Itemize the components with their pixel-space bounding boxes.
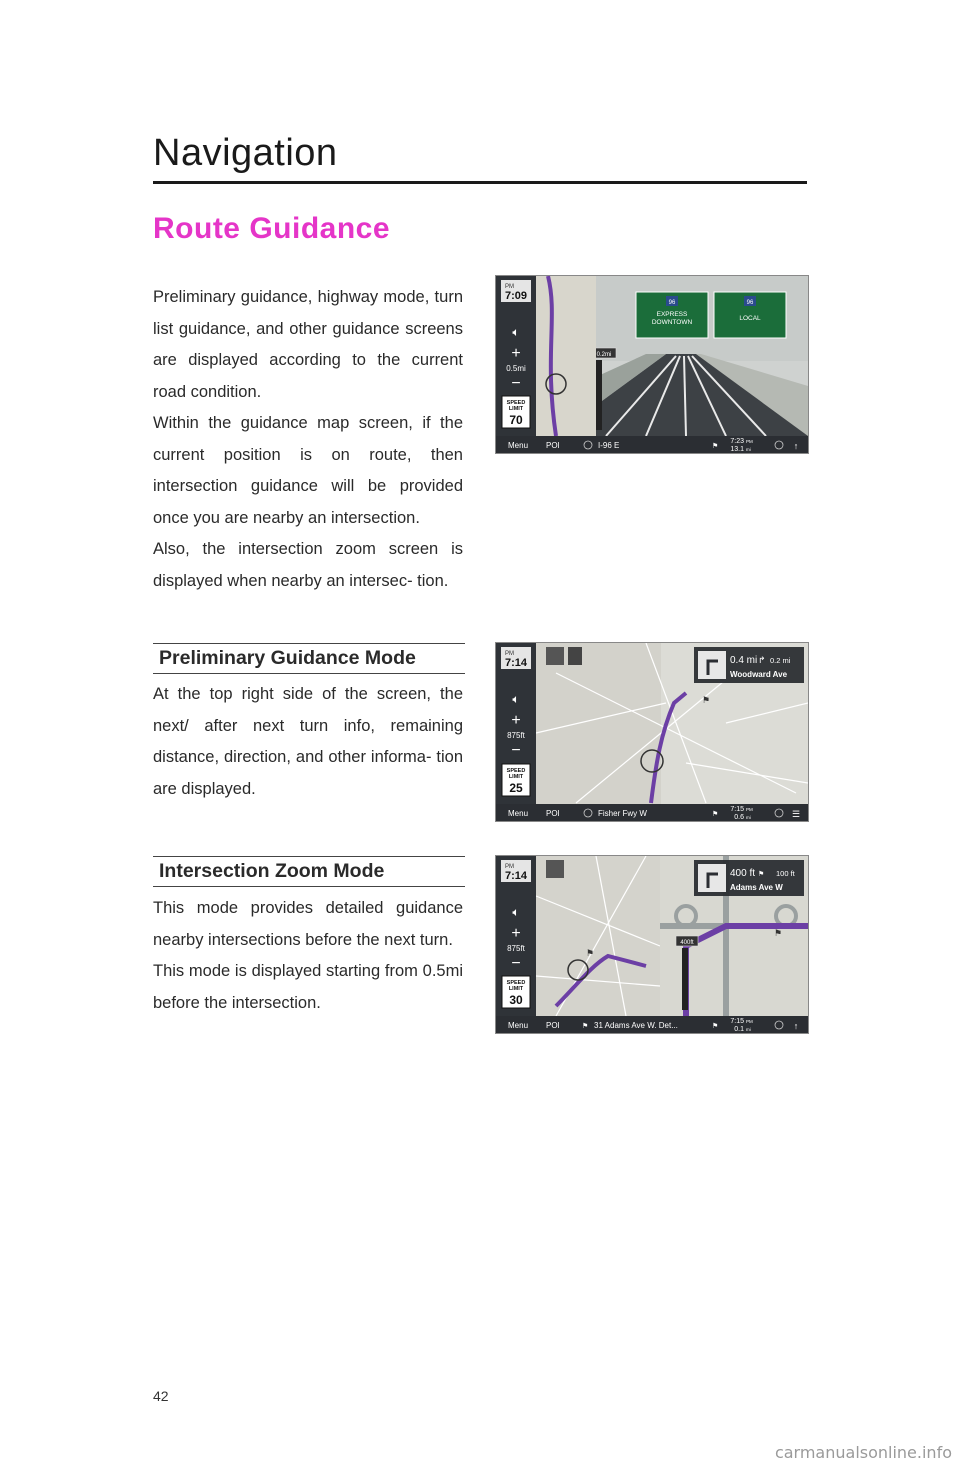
- speed-limit-label-2: LIMIT: [508, 406, 524, 412]
- intro-text: [153, 282, 463, 597]
- eta-ampm: PM: [746, 807, 753, 812]
- menu-button[interactable]: Menu: [508, 441, 529, 450]
- zoom-out-icon[interactable]: −: [511, 742, 521, 759]
- heading-rule-bottom: [153, 673, 465, 674]
- after-turn-distance: 100 ft: [776, 869, 795, 878]
- sign-left-line-2: DOWNTOWN: [651, 319, 693, 326]
- speed-limit-label-1: SPEED: [506, 400, 526, 406]
- clock-time: 7:14: [504, 657, 528, 669]
- zoom-out-icon[interactable]: −: [511, 955, 521, 972]
- chapter-divider: [153, 181, 807, 184]
- speed-limit-label-1: SPEED: [506, 768, 526, 774]
- direction-arrow-icon: ↑: [793, 441, 799, 451]
- poi-button[interactable]: POI: [546, 1021, 560, 1030]
- clock-ampm: PM: [505, 284, 514, 290]
- clock-ampm: PM: [505, 864, 514, 870]
- current-road: I-96 E: [598, 441, 620, 450]
- zoom-in-icon[interactable]: +: [511, 712, 521, 729]
- after-turn-distance: 0.2 mi: [770, 656, 791, 665]
- eta-unit: mi: [746, 1027, 751, 1032]
- poi-button[interactable]: POI: [546, 809, 560, 818]
- destination-flag-icon: ⚑: [582, 1023, 589, 1030]
- intersection-heading: Intersection Zoom Mode: [159, 860, 385, 882]
- eta-distance: 0.6: [734, 814, 744, 821]
- intersection-body-1: This mode provides detailed guidance nearby intersections before the next turn.: [153, 899, 463, 949]
- next-turn-distance: 400 ft: [730, 868, 756, 879]
- zoom-in-icon[interactable]: +: [511, 925, 521, 942]
- chapter-title: Navigation: [153, 132, 338, 174]
- preliminary-heading-block: [153, 643, 465, 673]
- direction-arrow-icon: ↑: [793, 1021, 799, 1031]
- clock-time: 7:09: [504, 290, 528, 302]
- destination-flag-icon: ⚑: [712, 811, 719, 818]
- list-icon[interactable]: ☰: [791, 809, 801, 819]
- intersection-body-2: This mode is displayed starting from 0.5mi before the intersection.: [153, 962, 463, 1012]
- intersection-zoom-screenshot: [495, 855, 809, 1034]
- next-street: Woodward Ave: [730, 670, 788, 679]
- eta-distance: 0.1: [734, 1026, 744, 1033]
- sign-right-route: 96: [746, 300, 754, 306]
- eta-time: 7:23: [730, 438, 744, 445]
- intersection-text: [153, 893, 463, 1019]
- highway-guidance-screenshot: [495, 275, 809, 454]
- eta-time: 7:15: [730, 806, 744, 813]
- eta-ampm: PM: [746, 1019, 753, 1024]
- current-road: Fisher Fwy W: [598, 809, 647, 818]
- eta-distance: 13.1: [730, 446, 744, 453]
- intro-paragraph-1: Preliminary guidance, highway mode, turn list guidance, and other guidance screens are displayed according to the current road condition.: [153, 288, 463, 401]
- sign-left-line-1: EXPRESS: [656, 311, 688, 318]
- heading-rule-bottom: [153, 886, 465, 887]
- preliminary-heading: Preliminary Guidance Mode: [159, 647, 416, 669]
- speed-limit-value: 30: [509, 993, 523, 1007]
- watermark: carmanualsonline.info: [774, 1443, 952, 1462]
- zoom-out-icon[interactable]: −: [511, 375, 521, 392]
- clock-time: 7:14: [504, 870, 528, 882]
- destination-flag-icon: ⚑: [712, 1023, 719, 1030]
- eta-ampm: PM: [746, 439, 753, 444]
- menu-button[interactable]: Menu: [508, 809, 529, 818]
- heading-rule-top: [153, 643, 465, 644]
- volume-icon[interactable]: 🔈︎: [512, 905, 520, 919]
- next-street: Adams Ave W: [730, 883, 783, 892]
- map-scale: 875ft: [507, 944, 525, 953]
- map-scale: 0.5mi: [506, 364, 526, 373]
- volume-icon[interactable]: 🔈︎: [512, 692, 520, 706]
- intro-paragraph-2: Within the guidance map screen, if the current position is on route, then intersection guidance will be provided once you are nearby an intersection.: [153, 414, 463, 527]
- clock-ampm: PM: [505, 651, 514, 657]
- preliminary-text: [153, 679, 463, 805]
- intersection-heading-block: [153, 856, 465, 886]
- speed-limit-label-2: LIMIT: [508, 986, 524, 992]
- menu-button[interactable]: Menu: [508, 1021, 529, 1030]
- eta-unit: mi: [746, 447, 751, 452]
- section-title: Route Guidance: [153, 212, 391, 245]
- after-turn-icon: ↱: [758, 655, 766, 665]
- destination-address: 31 Adams Ave W. Det...: [594, 1021, 678, 1030]
- distance-marker: 400ft: [680, 940, 694, 946]
- eta-time: 7:15: [730, 1018, 744, 1025]
- destination-flag-icon: ⚑: [586, 948, 595, 958]
- next-turn-distance: 0.4 mi: [730, 655, 758, 666]
- intro-paragraph-3: Also, the intersection zoom screen is displayed when nearby an intersec- tion.: [153, 540, 463, 590]
- speed-limit-value: 70: [509, 413, 523, 427]
- preliminary-guidance-screenshot: [495, 642, 809, 822]
- poi-button[interactable]: POI: [546, 441, 560, 450]
- destination-flag-icon: ⚑: [774, 928, 783, 938]
- after-turn-flag-icon: ⚑: [758, 871, 765, 878]
- zoom-in-icon[interactable]: +: [511, 345, 521, 362]
- eta-unit: mi: [746, 815, 751, 820]
- volume-icon[interactable]: 🔈︎: [512, 325, 520, 339]
- destination-flag-icon: ⚑: [712, 443, 719, 450]
- distance-marker: 0.2mi: [596, 352, 612, 358]
- heading-rule-top: [153, 856, 465, 857]
- map-scale: 875ft: [507, 731, 525, 740]
- page-number: 42: [153, 1388, 169, 1404]
- speed-limit-value: 25: [509, 781, 523, 795]
- preliminary-body: At the top right side of the screen, the next/ after next turn info, remaining distance, direction, and other informa- tion are displayed.: [153, 685, 463, 798]
- destination-flag-icon: ⚑: [702, 695, 711, 705]
- sign-left-route: 96: [668, 300, 676, 306]
- speed-limit-label-2: LIMIT: [508, 774, 524, 780]
- speed-limit-label-1: SPEED: [506, 980, 526, 986]
- sign-right-line-1: LOCAL: [739, 315, 761, 322]
